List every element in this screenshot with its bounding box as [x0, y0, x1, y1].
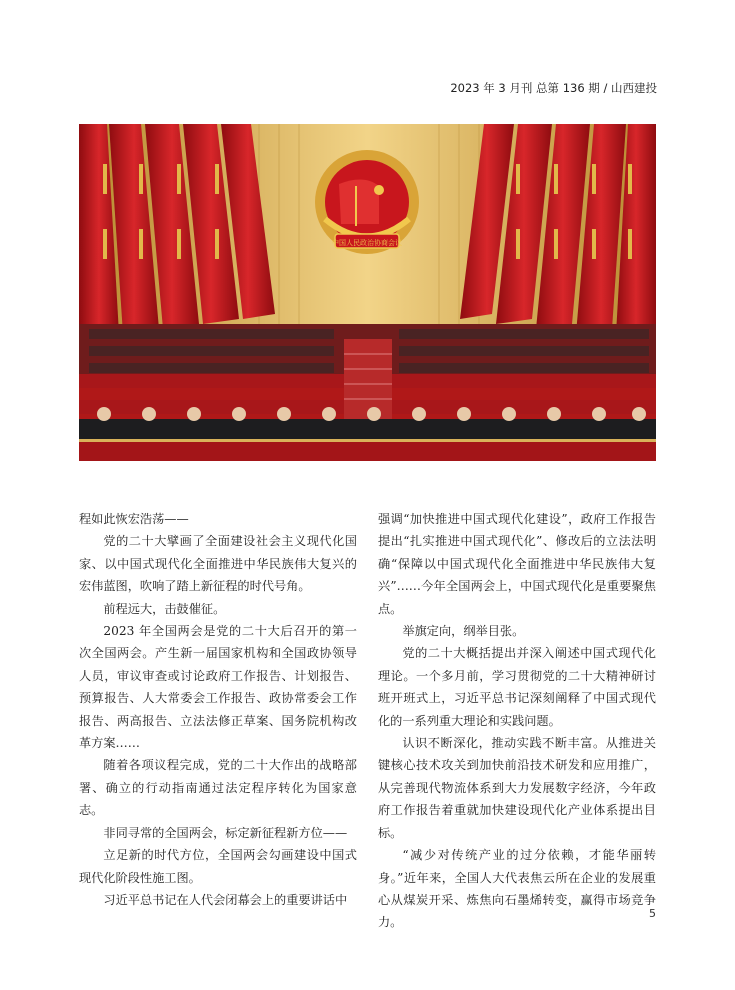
paragraph: “减少对传统产业的过分依赖，才能华丽转身。”近年来，全国人大代表焦云所在企业的发展重心从煤炭开采、炼焦向石墨烯转变，赢得市场竞争力。	[378, 848, 656, 930]
paragraph: 前程远大，击鼓催征。	[103, 601, 226, 616]
right-column	[378, 508, 656, 934]
paragraph: 党的二十大概括提出并深入阐述中国式现代化理论。一个多月前，学习贯彻党的二十大精神研讨班开班式上，习近平总书记深刻阐释了中国式现代化的一系列重大理论和实践问题。	[378, 646, 656, 728]
paragraph: 认识不断深化，推动实践不断丰富。从推进关键核心技术攻关到加快前沿技术研发和应用推广，从完善现代物流体系到大力发展数字经济，今年政府工作报告着重就加快建设现代化产业体系提出目标。	[378, 736, 656, 840]
paragraph: 举旗定向，纲举目张。	[402, 624, 525, 639]
paragraph: 立足新的时代方位，全国两会勾画建设中国式现代化阶段性施工图。	[79, 848, 357, 885]
page-number: 5	[649, 907, 656, 920]
paragraph: 习近平总书记在人代会闭幕会上的重要讲话中	[103, 892, 348, 907]
paragraph: 程如此恢宏浩荡——	[79, 512, 189, 526]
left-column	[79, 508, 357, 911]
paragraph: 随着各项议程完成，党的二十大作出的战略部署、确立的行动指南通过法定程序转化为国家意志。	[79, 758, 357, 818]
paragraph: 2023 年全国两会是党的二十大后召开的第一次全国两会。产生新一届国家机构和全国政协领导人员，审议审查或讨论政府工作报告、计划报告、预算报告、人大常委会工作报告、政协常委会工作报告、两高报告、立法法修正草案、国务院机构改革方案……	[79, 624, 357, 751]
paragraph: 党的二十大擘画了全面建设社会主义现代化国家、以中国式现代化全面推进中华民族伟大复兴的宏伟蓝图，吹响了踏上新征程的时代号角。	[79, 534, 357, 594]
emblem-text: 中国人民政治协商会议	[332, 239, 402, 247]
congress-hall-illustration	[79, 124, 656, 461]
paragraph: 非同寻常的全国两会，标定新征程新方位——	[103, 825, 348, 840]
paragraph: 强调“加快推进中国式现代化建设”，政府工作报告提出“扎实推进中国式现代化”、修改后的立法法明确“保障以中国式现代化全面推进中华民族伟大复兴”……今年全国两会上，中国式现代化是重要聚焦点。	[378, 512, 656, 616]
congress-photo	[79, 124, 656, 461]
cppcc-emblem	[315, 150, 419, 254]
issue-header: 2023 年 3 月刊 总第 136 期 / 山西建投	[450, 81, 657, 95]
